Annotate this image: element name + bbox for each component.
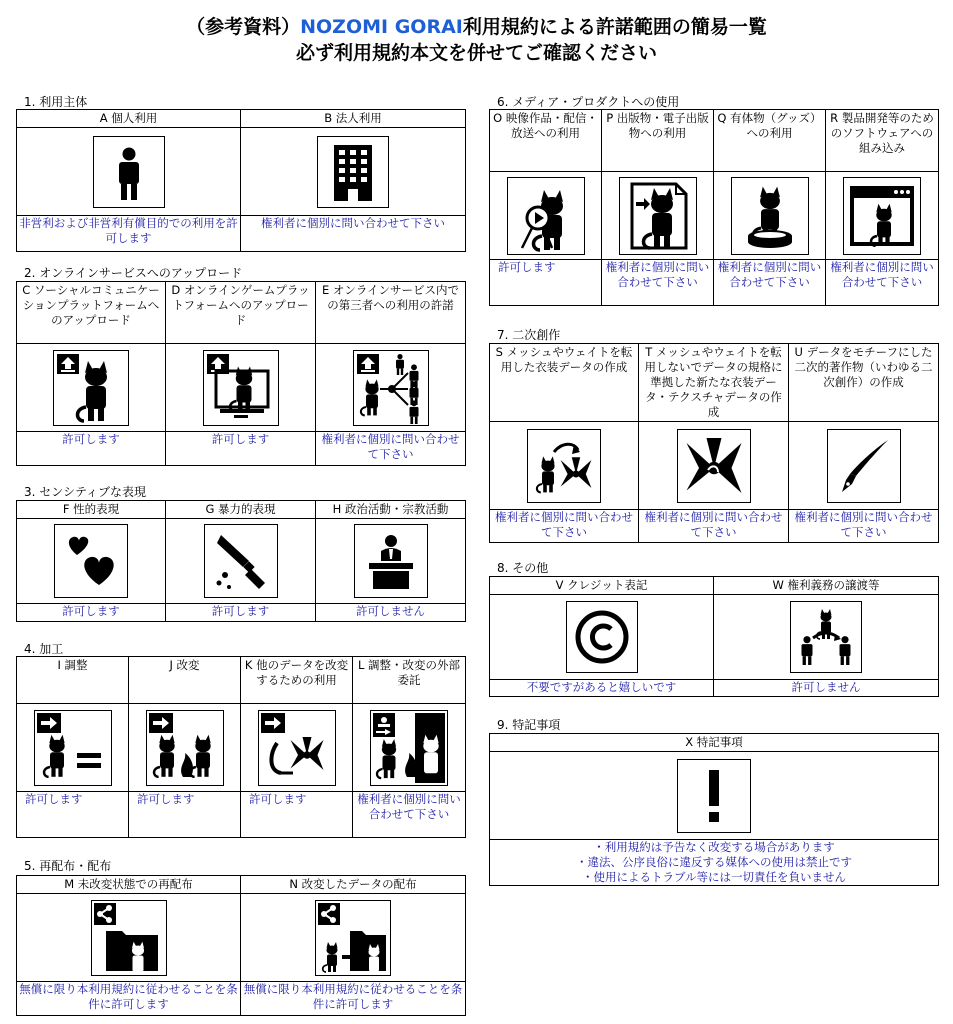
item-u-head: U データをモチーフにした二次的著作物（いわゆる二次創作）の作成 <box>789 344 939 422</box>
section-5-label: 5. 再配布・配布 <box>24 859 112 873</box>
item-c-head: C ソーシャルコミュニケーションプラットフォームへのアップロード <box>17 282 166 344</box>
reuse-icon <box>258 710 336 786</box>
item-t-answer: 権利者に個別に問い合わせて下さい <box>639 510 789 543</box>
page-title: （参考資料）NOZOMI GORAI利用規約による許諾範囲の簡易一覧 <box>186 16 767 38</box>
section-2-table <box>16 281 466 466</box>
section-3-label: 3. センシティブな表現 <box>24 485 147 499</box>
item-w-head: W 権利義務の譲渡等 <box>714 577 939 595</box>
item-e-head: E オンラインサービス内での第三者への利用の許諾 <box>316 282 466 344</box>
item-p-head: P 出版物・電子出版物への利用 <box>602 110 714 172</box>
item-a-head: A 個人利用 <box>17 110 241 128</box>
item-x-head: X 特記事項 <box>490 734 939 752</box>
item-i-answer: 許可します <box>17 792 129 838</box>
share-people-icon <box>353 350 429 426</box>
section-4-label: 4. 加工 <box>24 642 64 656</box>
upload-game-icon <box>203 350 279 426</box>
item-s-head: S メッシュやウェイトを転用した衣装データの作成 <box>490 344 639 422</box>
distribute-modified-icon <box>315 900 391 976</box>
building-icon <box>317 136 389 208</box>
redistribute-icon <box>91 900 167 976</box>
upload-sns-icon <box>53 350 129 426</box>
video-icon <box>507 177 585 255</box>
pen-icon <box>827 429 901 503</box>
item-k-answer: 許可します <box>241 792 353 838</box>
item-j-head: J 改変 <box>129 657 241 704</box>
modify-icon <box>146 710 224 786</box>
podium-icon <box>354 524 428 598</box>
item-k-head: K 他のデータを改変するための利用 <box>241 657 353 704</box>
costume-convert-icon <box>527 429 601 503</box>
item-v-head: V クレジット表記 <box>490 577 714 595</box>
item-w-answer: 許可しません <box>714 680 939 697</box>
item-d-answer: 許可します <box>166 432 316 466</box>
item-l-answer: 権利者に個別に問い合わせて下さい <box>353 792 466 838</box>
section-6-label: 6. メディア・プロダクトへの使用 <box>497 95 680 109</box>
note-item: ・使用によるトラブル等には一切責任を負いません <box>581 870 847 884</box>
item-l-head: L 調整・改変の外部委託 <box>353 657 466 704</box>
person-icon <box>93 136 165 208</box>
section-5-table <box>16 875 466 1016</box>
item-o-head: O 映像作品・配信・放送への利用 <box>490 110 602 172</box>
item-f-answer: 許可します <box>17 604 166 622</box>
item-d-head: D オンラインゲームプラットフォームへのアップロード <box>166 282 316 344</box>
note-item: ・利用規約は予告なく改変する場合があります <box>593 840 835 854</box>
transfer-icon <box>790 601 862 673</box>
item-n-answer: 無償に限り本利用規約に従わせることを条件に許可します <box>241 982 466 1016</box>
item-u-answer: 権利者に個別に問い合わせて下さい <box>789 510 939 543</box>
item-s-answer: 権利者に個別に問い合わせて下さい <box>490 510 639 543</box>
copyright-icon <box>566 601 638 673</box>
section-9-label: 9. 特記事項 <box>497 718 561 732</box>
item-e-answer: 権利者に個別に問い合わせて下さい <box>316 432 466 466</box>
section-7-table <box>489 343 939 543</box>
item-g-answer: 許可します <box>166 604 316 622</box>
item-j-answer: 許可します <box>129 792 241 838</box>
section-2-label: 2. オンラインサービスへのアップロード <box>24 266 243 280</box>
item-f-head: F 性的表現 <box>17 501 166 519</box>
section-9-table <box>489 733 939 886</box>
outsource-icon <box>370 710 448 786</box>
item-q-head: Q 有体物（グッズ）への利用 <box>714 110 826 172</box>
item-m-answer: 無償に限り本利用規約に従わせることを条件に許可します <box>17 982 241 1016</box>
brand-name: NOZOMI GORAI <box>300 16 463 38</box>
item-a-answer: 非営利および非営利有償目的での利用を許可します <box>17 216 241 252</box>
section-8-label: 8. その他 <box>497 561 549 575</box>
item-v-answer: 不要ですがあると嬉しいです <box>490 680 714 697</box>
item-b-answer: 権利者に個別に問い合わせて下さい <box>241 216 466 252</box>
item-c-answer: 許可します <box>17 432 166 466</box>
item-b-head: B 法人利用 <box>241 110 466 128</box>
item-h-head: H 政治活動・宗教活動 <box>316 501 466 519</box>
section-3-table <box>16 500 466 622</box>
special-notes <box>490 840 939 886</box>
item-g-head: G 暴力的表現 <box>166 501 316 519</box>
item-o-answer: 許可します <box>490 260 602 306</box>
costume-new-icon <box>677 429 751 503</box>
item-r-head: R 製品開発等のためのソフトウェアへの組み込み <box>826 110 939 172</box>
hearts-icon <box>54 524 128 598</box>
note-item: ・違法、公序良俗に違反する媒体への使用は禁止です <box>576 855 852 869</box>
item-p-answer: 権利者に個別に問い合わせて下さい <box>602 260 714 306</box>
section-1-table <box>16 109 466 252</box>
exclamation-icon <box>677 759 751 833</box>
item-n-head: N 改変したデータの配布 <box>241 876 466 894</box>
section-7-label: 7. 二次創作 <box>497 328 561 342</box>
item-h-answer: 許可しません <box>316 604 466 622</box>
section-6-table <box>489 109 939 306</box>
section-8-table <box>489 576 939 697</box>
item-m-head: M 未改変状態での再配布 <box>17 876 241 894</box>
knife-icon <box>204 524 278 598</box>
publication-icon <box>619 177 697 255</box>
item-r-answer: 権利者に個別に問い合わせて下さい <box>826 260 939 306</box>
figure-icon <box>731 177 809 255</box>
page-subtitle: 必ず利用規約本文を併せてご確認ください <box>295 42 657 64</box>
item-q-answer: 権利者に個別に問い合わせて下さい <box>714 260 826 306</box>
adjust-icon <box>34 710 112 786</box>
section-1-label: 1. 利用主体 <box>24 95 88 109</box>
item-i-head: I 調整 <box>17 657 129 704</box>
item-t-head: T メッシュやウェイトを転用しないでデータの規格に準拠した新たな衣装データ・テクスチャデータの作成 <box>639 344 789 422</box>
section-4-table <box>16 656 466 838</box>
software-icon <box>843 177 921 255</box>
